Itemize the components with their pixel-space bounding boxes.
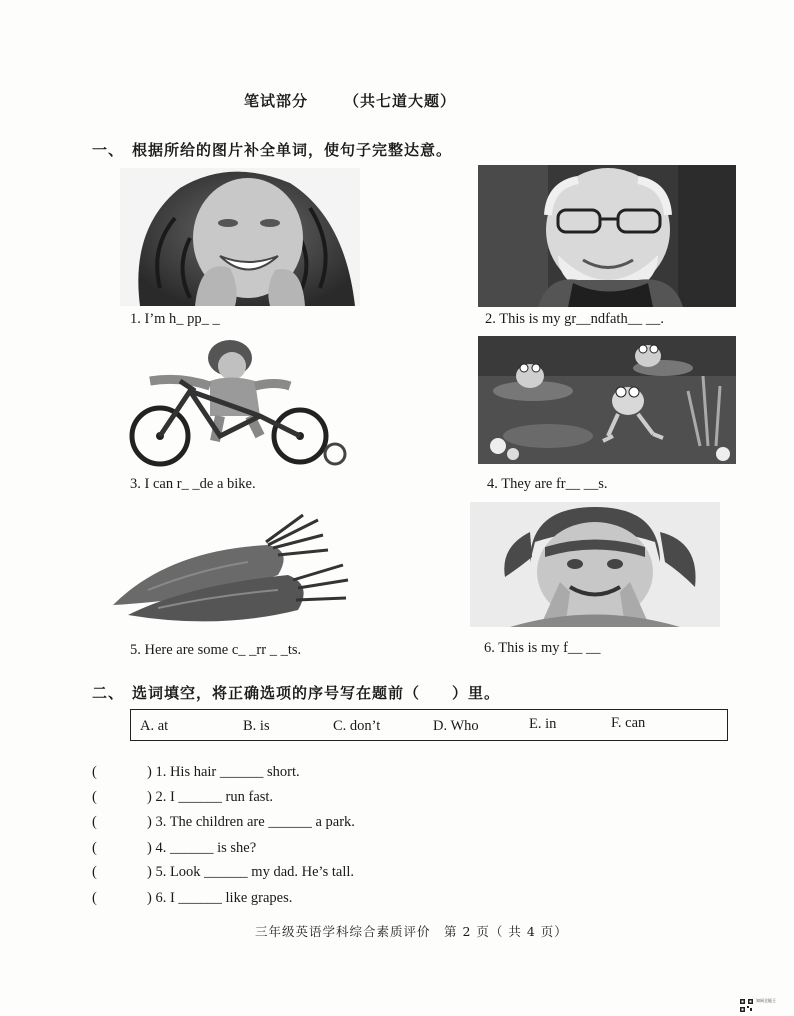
question-3-text: ) 3. The children are ______ a park. [147, 814, 355, 830]
answer-paren-5[interactable]: ( [92, 864, 97, 880]
question-1 [92, 764, 300, 781]
watermark-brand: 知网全能王 [756, 998, 776, 1003]
section2-instruction: 选词填空，将正确选项的序号写在题前（ ）里。 [132, 684, 501, 702]
answer-paren-3[interactable]: ( [92, 814, 97, 830]
question-1-text: ) 1. His hair ______ short. [147, 764, 300, 780]
picture-3-caption: 3. I can r_ _de a bike. [130, 476, 256, 492]
grandfather-photo [478, 165, 736, 307]
question-3 [92, 814, 355, 831]
option-a: A. at [140, 718, 169, 734]
question-4-text: ) 4. ______ is she? [147, 840, 257, 856]
question-4 [92, 840, 256, 857]
section2-number: 二、 [92, 684, 125, 702]
option-c: C. don’t [333, 718, 381, 734]
question-6 [92, 890, 292, 907]
title-main: 笔试部分 [243, 92, 308, 110]
carrots-photo [108, 510, 358, 630]
picture-2-caption: 2. This is my gr__ndfath__ __. [485, 311, 664, 327]
question-5 [92, 864, 354, 881]
option-d: D. Who [433, 718, 479, 734]
option-b: B. is [243, 718, 270, 734]
option-f: F. can [611, 715, 646, 731]
section1-instruction: 根据所给的图片补全单词，使句子完整达意。 [132, 141, 453, 159]
section1-header [92, 139, 452, 160]
picture-1-caption: 1. I’m h_ pp_ _ [130, 311, 220, 327]
child-bike-photo [110, 336, 355, 470]
word-bank-box [130, 709, 728, 741]
answer-paren-6[interactable]: ( [92, 890, 97, 906]
funny-face-girl-photo [470, 502, 720, 627]
section1-number: 一、 [92, 141, 125, 159]
picture-6-caption: 6. This is my f__ __ [484, 640, 601, 656]
qr-code-icon [740, 997, 753, 1010]
option-e: E. in [529, 716, 557, 732]
page-footer: 三年级英语学科综合素质评价 第 2 页（ 共 4 页） [255, 924, 568, 939]
answer-paren-2[interactable]: ( [92, 789, 97, 805]
section2-header [92, 682, 500, 703]
question-2-text: ) 2. I ______ run fast. [147, 789, 274, 805]
laughing-girl-photo [120, 168, 360, 306]
question-6-text: ) 6. I ______ like grapes. [147, 890, 293, 906]
answer-paren-1[interactable]: ( [92, 764, 97, 780]
frogs-pond-photo [478, 336, 736, 464]
answer-paren-4[interactable]: ( [92, 840, 97, 856]
title-sub: （共七道大题） [344, 92, 457, 110]
question-2 [92, 789, 273, 806]
picture-5-caption: 5. Here are some c_ _rr _ _ts. [130, 642, 302, 658]
question-5-text: ) 5. Look ______ my dad. He’s tall. [147, 864, 355, 880]
picture-4-caption: 4. They are fr__ __s. [487, 476, 608, 492]
page-title [0, 90, 700, 111]
